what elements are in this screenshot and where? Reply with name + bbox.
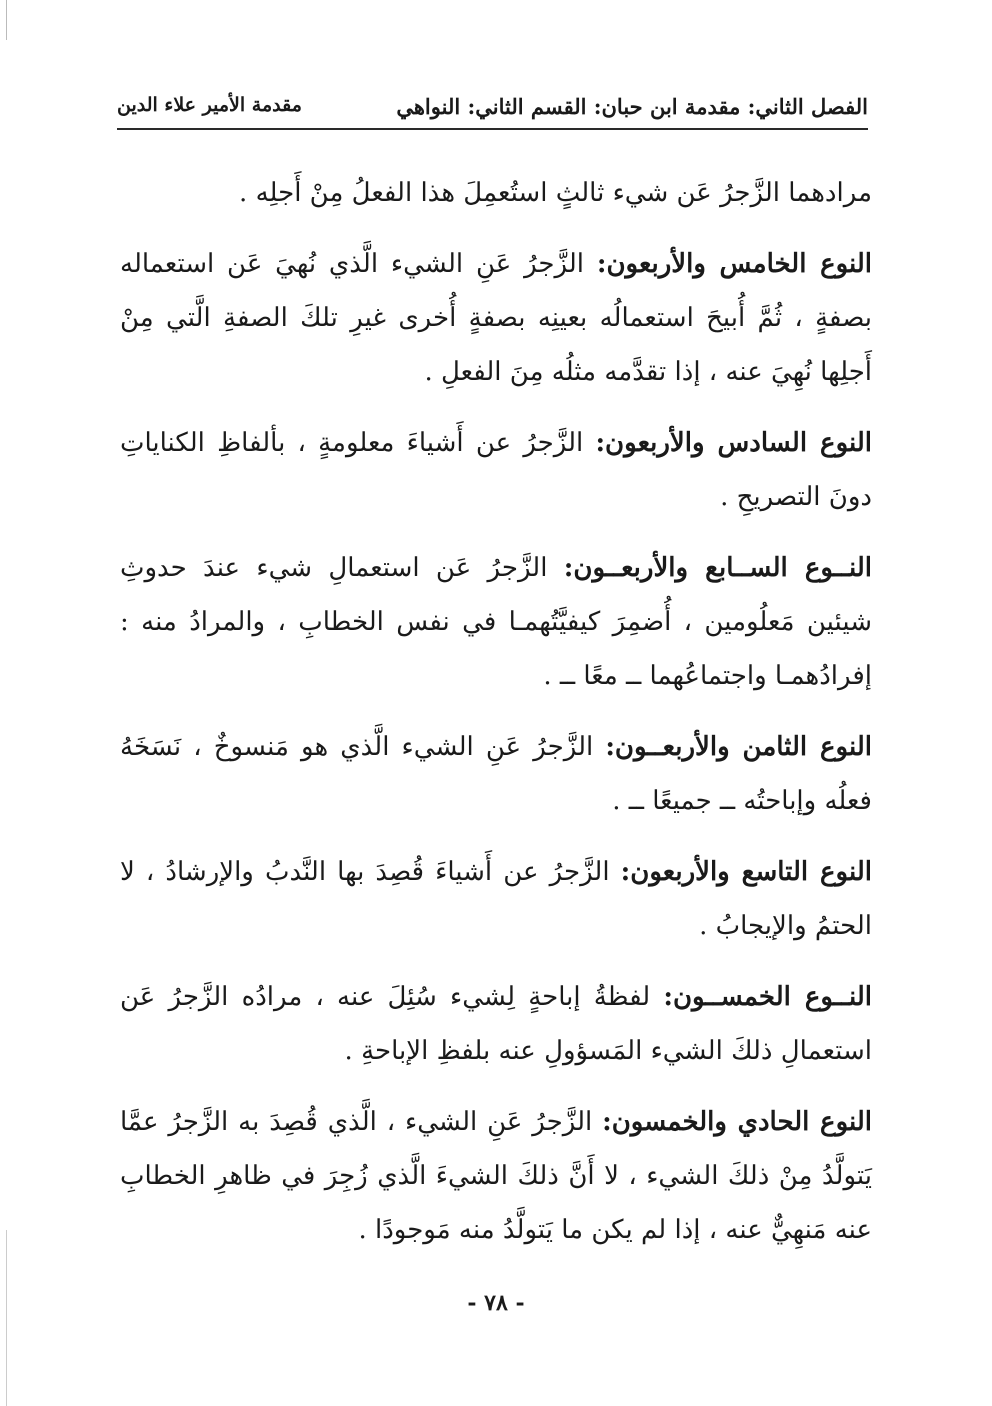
paragraph-text: مرادهما الزَّجرُ عَن شيء ثالثٍ استُعمِلَ هذا الفعلُ مِنْ أَجلِه . bbox=[239, 178, 872, 208]
paragraph-text: الزَّجرُ عن أَشياءَ قُصِدَ بها النَّدبُ والإرشادُ ، لا الحتمُ والإيجابُ . bbox=[120, 857, 872, 941]
scan-edge bbox=[6, 0, 7, 1406]
chapter-title: الفصل الثاني: مقدمة ابن حبان: القسم الثاني: النواهي bbox=[396, 94, 868, 119]
paragraph-type-46 bbox=[120, 416, 872, 524]
paragraph-text: الزَّجرُ عَنِ الشيء الَّذي هو مَنسوخٌ ، نَسَخَهُ فعلُه وإباحتُه ــ جميعًا ــ . bbox=[120, 732, 872, 816]
paragraph-text: الزَّجرُ عَن استعمالِ شيء عندَ حدوثِ شيئين مَعلُومين ، أُضمِرَ كيفيَّتُهمـا في نفس الخطابِ ، والمرادُ منه : إفرادُهمـا واجتماعُهما ــ معًا ــ . bbox=[120, 553, 872, 691]
paragraph-type-48 bbox=[120, 720, 872, 828]
paragraph-type-51 bbox=[120, 1095, 872, 1257]
paragraph-heading: النــوع الســابع والأربعــون: bbox=[563, 553, 872, 583]
paragraph-type-49 bbox=[120, 845, 872, 953]
paragraph-type-50 bbox=[120, 970, 872, 1078]
paragraph-text: الزَّجرُ عَنِ الشيء ، الَّذي قُصِدَ به الزَّجرُ عمَّا يَتولَّدُ مِنْ ذلكَ الشيء ، لا أَنَّ ذلكَ الشيءَ الَّذي زُجِرَ في ظاهرِ الخطابِ عنه مَنهِيٌّ عنه ، إذا لم يكن ما يَتولَّدُ منه مَوجودًا . bbox=[120, 1107, 872, 1245]
paragraph-type-47 bbox=[120, 541, 872, 703]
paragraph-text: الزَّجرُ عَنِ الشيء الَّذي نُهيَ عَن استعماله بصفةٍ ، ثُمَّ أُبيحَ استعمالُه بعينِه بصفةٍ أُخرى غيرِ تلكَ الصفةِ الَّتي مِنْ أَجلِها نُهِيَ عنه ، إذا تقدَّمه مثلُه مِنَ الفعلِ . bbox=[120, 249, 872, 387]
paragraph-continuation bbox=[120, 166, 872, 220]
paragraph-heading: النوع السادس والأربعون: bbox=[595, 428, 872, 458]
header-rule bbox=[117, 128, 868, 130]
paragraph-heading: النوع الخامس والأربعون: bbox=[596, 249, 873, 279]
page-number: - ٧٨ - bbox=[467, 1290, 525, 1316]
paragraph-heading: النــوع الخمســون: bbox=[663, 982, 872, 1012]
book-title: مقدمة الأمير علاء الدين bbox=[117, 94, 302, 116]
paragraph-heading: النوع التاسع والأربعون: bbox=[620, 857, 872, 887]
paragraph-heading: النوع الحادي والخمسون: bbox=[602, 1107, 872, 1137]
paragraph-type-45 bbox=[120, 237, 872, 399]
paragraph-text: لفظةُ إباحةٍ لِشيء سُئِلَ عنه ، مرادُه الزَّجرُ عَن استعمالِ ذلكَ الشيء المَسؤولِ عنه بلفظِ الإباحةِ . bbox=[120, 982, 872, 1066]
page-body bbox=[120, 166, 872, 1274]
paragraph-heading: النوع الثامن والأربعــون: bbox=[605, 732, 872, 762]
paragraph-text: الزَّجرُ عن أَشياءَ معلومةٍ ، بألفاظِ الكناياتِ دونَ التصريحِ . bbox=[120, 428, 872, 512]
page-header bbox=[117, 88, 868, 130]
